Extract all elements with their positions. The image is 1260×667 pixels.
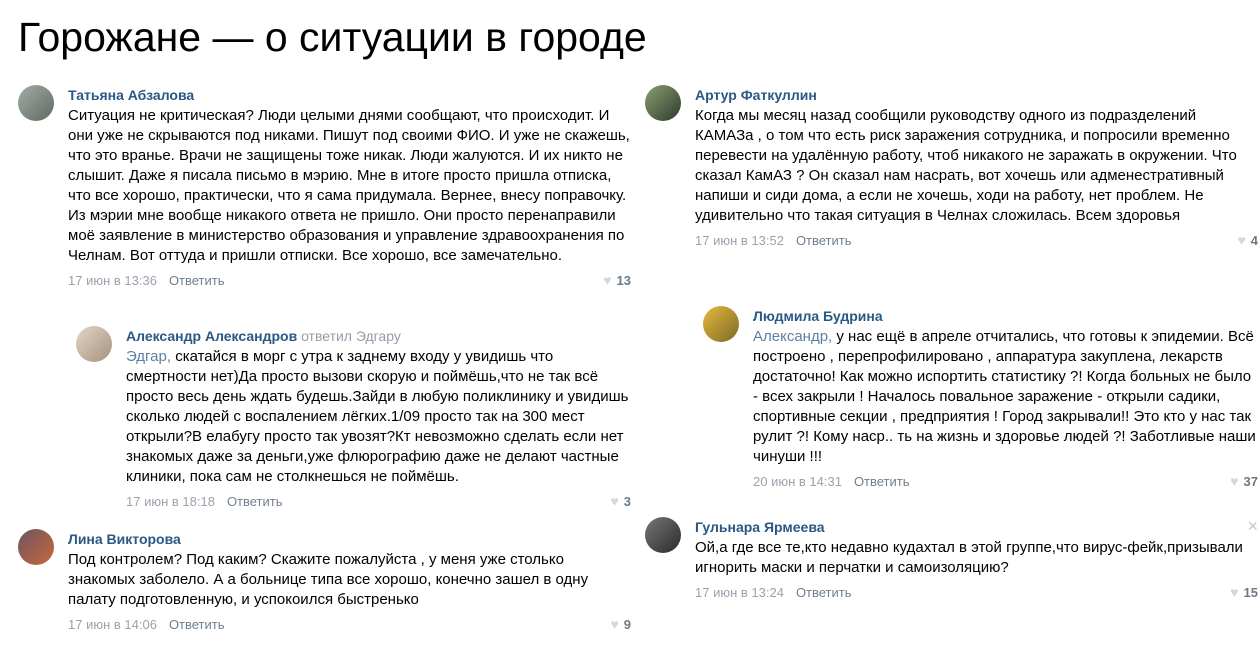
like-button[interactable] bbox=[603, 272, 631, 288]
avatar[interactable] bbox=[76, 326, 112, 362]
comment-meta bbox=[695, 232, 1258, 248]
like-button[interactable] bbox=[1230, 584, 1258, 600]
comment-text-content: у нас ещё в апреле отчитались, что готовы к эпидемии. Всё построено , перепрофилировано , аппаратура закуплена, лекарств достаточно! Как можно испортить статистику ?! Когда больных не было - всех закрыли ! Началось повальное заражение - открыли садики, спортивные секции , предприятия ! Город закрывали!! Это кто у нас так рулит ?! Кому наср.. ть на жизнь и здоровье людей ?! Заботливые наши чинуши !!! bbox=[753, 328, 1256, 465]
like-button[interactable] bbox=[1237, 232, 1258, 248]
avatar[interactable] bbox=[18, 529, 54, 565]
comment-text-content: Когда мы месяц назад сообщили руководству одного из подразделений КАМАЗа , о том что есть риск заражения сотрудника, и попросили временно перевести на удалённую работу, чтоб никакого не заражать в окружении. Что сказал КамАЗ ? Он сказал нам насрать, вот хочешь или адменестративный напиши и сиди дома, а если не хочешь, ходи на работу, нет проблем. Не удивительно что такая ситуация в Челнах сложилась. Всем здоровья bbox=[695, 107, 1237, 224]
comment-body bbox=[126, 326, 631, 509]
comment-meta bbox=[126, 493, 631, 509]
comment-text bbox=[695, 538, 1258, 578]
heart-icon: ♥ bbox=[1237, 232, 1246, 248]
like-button[interactable] bbox=[1230, 473, 1258, 489]
heart-icon: ♥ bbox=[603, 272, 612, 288]
like-button[interactable] bbox=[610, 616, 631, 632]
reply-button[interactable]: Ответить bbox=[853, 473, 910, 489]
comment-text bbox=[68, 106, 631, 266]
comment-body bbox=[68, 529, 631, 632]
comment-header bbox=[753, 307, 1258, 325]
avatar[interactable] bbox=[18, 85, 54, 121]
author-link[interactable]: Александр Александров bbox=[126, 328, 298, 344]
author-link[interactable]: Гульнара Ярмеева bbox=[695, 519, 825, 535]
comment-header bbox=[695, 518, 1258, 536]
comment-text-content: Под контролем? Под каким? Скажите пожалуйста , у меня уже столько знакомых заболело. А а больнице типа все хорошо, конечно зашел в одну палату подготовленную, и успокоился быстренько bbox=[68, 551, 589, 608]
comment-body bbox=[695, 85, 1258, 248]
likes-count: 4 bbox=[1250, 232, 1258, 248]
comment-text-content: Ой,а где все те,кто недавно кудахтал в этой группе,что вирус-фейк,призывали игнорить маски и перчатки и самоизоляцию? bbox=[695, 539, 1243, 576]
mention-link[interactable]: Александр, bbox=[753, 328, 833, 345]
comment-date[interactable]: 17 июн в 18:18 bbox=[126, 493, 215, 509]
comment-header bbox=[68, 86, 631, 104]
reply-button[interactable]: Ответить bbox=[226, 493, 283, 509]
avatar[interactable] bbox=[703, 306, 739, 342]
close-icon[interactable]: × bbox=[1247, 516, 1258, 536]
heart-icon: ♥ bbox=[610, 493, 619, 509]
comment-header bbox=[695, 86, 1258, 104]
like-button[interactable] bbox=[610, 493, 631, 509]
comment-date[interactable]: 17 июн в 13:52 bbox=[695, 232, 784, 248]
likes-count: 9 bbox=[623, 616, 631, 632]
comments-column-right bbox=[645, 85, 1258, 600]
author-link[interactable]: Людмила Будрина bbox=[753, 308, 883, 324]
comment bbox=[18, 529, 631, 632]
likes-count: 3 bbox=[623, 493, 631, 509]
comments-column-left bbox=[18, 85, 631, 632]
comment-reply bbox=[703, 306, 1258, 489]
comment-reply bbox=[76, 326, 631, 509]
comment-text bbox=[753, 327, 1258, 467]
reply-button[interactable]: Ответить bbox=[168, 616, 225, 632]
author-link[interactable]: Лина Викторова bbox=[68, 531, 181, 547]
heart-icon: ♥ bbox=[1230, 584, 1239, 600]
comment-body bbox=[695, 517, 1258, 600]
reply-button[interactable]: Ответить bbox=[168, 272, 225, 288]
comment-text-content: скатайся в морг с утра к заднему входу у увидишь что смертности нет)Да просто вызови скорую и поймёшь,что не так всё просто весь день ждать будешь.Зайди в любую поликлинику и увидишь сколько людей с воспалением лёгких.1/09 просто так на 300 мест открыли?В елабугу просто так увозят?Кт невозможно сделать если нет знакомых даже за деньги,уже флюрографию даже не делают частные клиники, пока сам не столкнешься не поймёшь. bbox=[126, 348, 629, 485]
comment-header bbox=[126, 327, 631, 345]
comment-date[interactable]: 20 июн в 14:31 bbox=[753, 473, 842, 489]
comment bbox=[645, 85, 1258, 248]
comment-meta bbox=[68, 616, 631, 632]
author-link[interactable]: Артур Фаткуллин bbox=[695, 87, 817, 103]
comment bbox=[645, 517, 1258, 600]
comment-meta bbox=[753, 473, 1258, 489]
comment bbox=[18, 85, 631, 288]
comment-meta bbox=[695, 584, 1258, 600]
comment-date[interactable]: 17 июн в 14:06 bbox=[68, 616, 157, 632]
comment-date[interactable]: 17 июн в 13:36 bbox=[68, 272, 157, 288]
heart-icon: ♥ bbox=[1230, 473, 1239, 489]
comment-body bbox=[68, 85, 631, 288]
likes-count: 37 bbox=[1243, 473, 1258, 489]
heart-icon: ♥ bbox=[610, 616, 619, 632]
comment-text bbox=[126, 347, 631, 487]
comment-text bbox=[695, 106, 1258, 226]
reply-button[interactable]: Ответить bbox=[795, 584, 852, 600]
reply-button[interactable]: Ответить bbox=[795, 232, 852, 248]
page-title: Горожане — о ситуации в городе bbox=[18, 14, 647, 60]
replied-to-text: ответил Эдгару bbox=[301, 328, 401, 344]
comment-text bbox=[68, 550, 631, 610]
comments-columns bbox=[18, 85, 1258, 632]
comment-text-content: Ситуация не критическая? Люди целыми днями сообщают, что происходит. И они уже не скрываются под никами. Пишут под своими ФИО. И уже не скажешь, что это вранье. Врачи не защищены тоже никак. Люди жалуются. И их никто не слышит. Даже я писала письмо в мэрию. Мне в итоге просто пришла отписка, что все хорошо, практически, что я сама придумала. Вернее, внесу поправочку. Из мэрии мне вообще никакого ответа не пришло. Они просто перенаправили моё заявление в министерство образования и управление здравоохранения по Челнам. Вот оттуда и пришли отписки. Все хорошо, все замечательно. bbox=[68, 107, 630, 264]
author-link[interactable]: Татьяна Абзалова bbox=[68, 87, 195, 103]
avatar[interactable] bbox=[645, 85, 681, 121]
comment-header bbox=[68, 530, 631, 548]
mention-link[interactable]: Эдгар, bbox=[126, 348, 172, 365]
comment-date[interactable]: 17 июн в 13:24 bbox=[695, 584, 784, 600]
comment-body bbox=[753, 306, 1258, 489]
avatar[interactable] bbox=[645, 517, 681, 553]
comment-meta bbox=[68, 272, 631, 288]
likes-count: 13 bbox=[616, 272, 631, 288]
likes-count: 15 bbox=[1243, 584, 1258, 600]
